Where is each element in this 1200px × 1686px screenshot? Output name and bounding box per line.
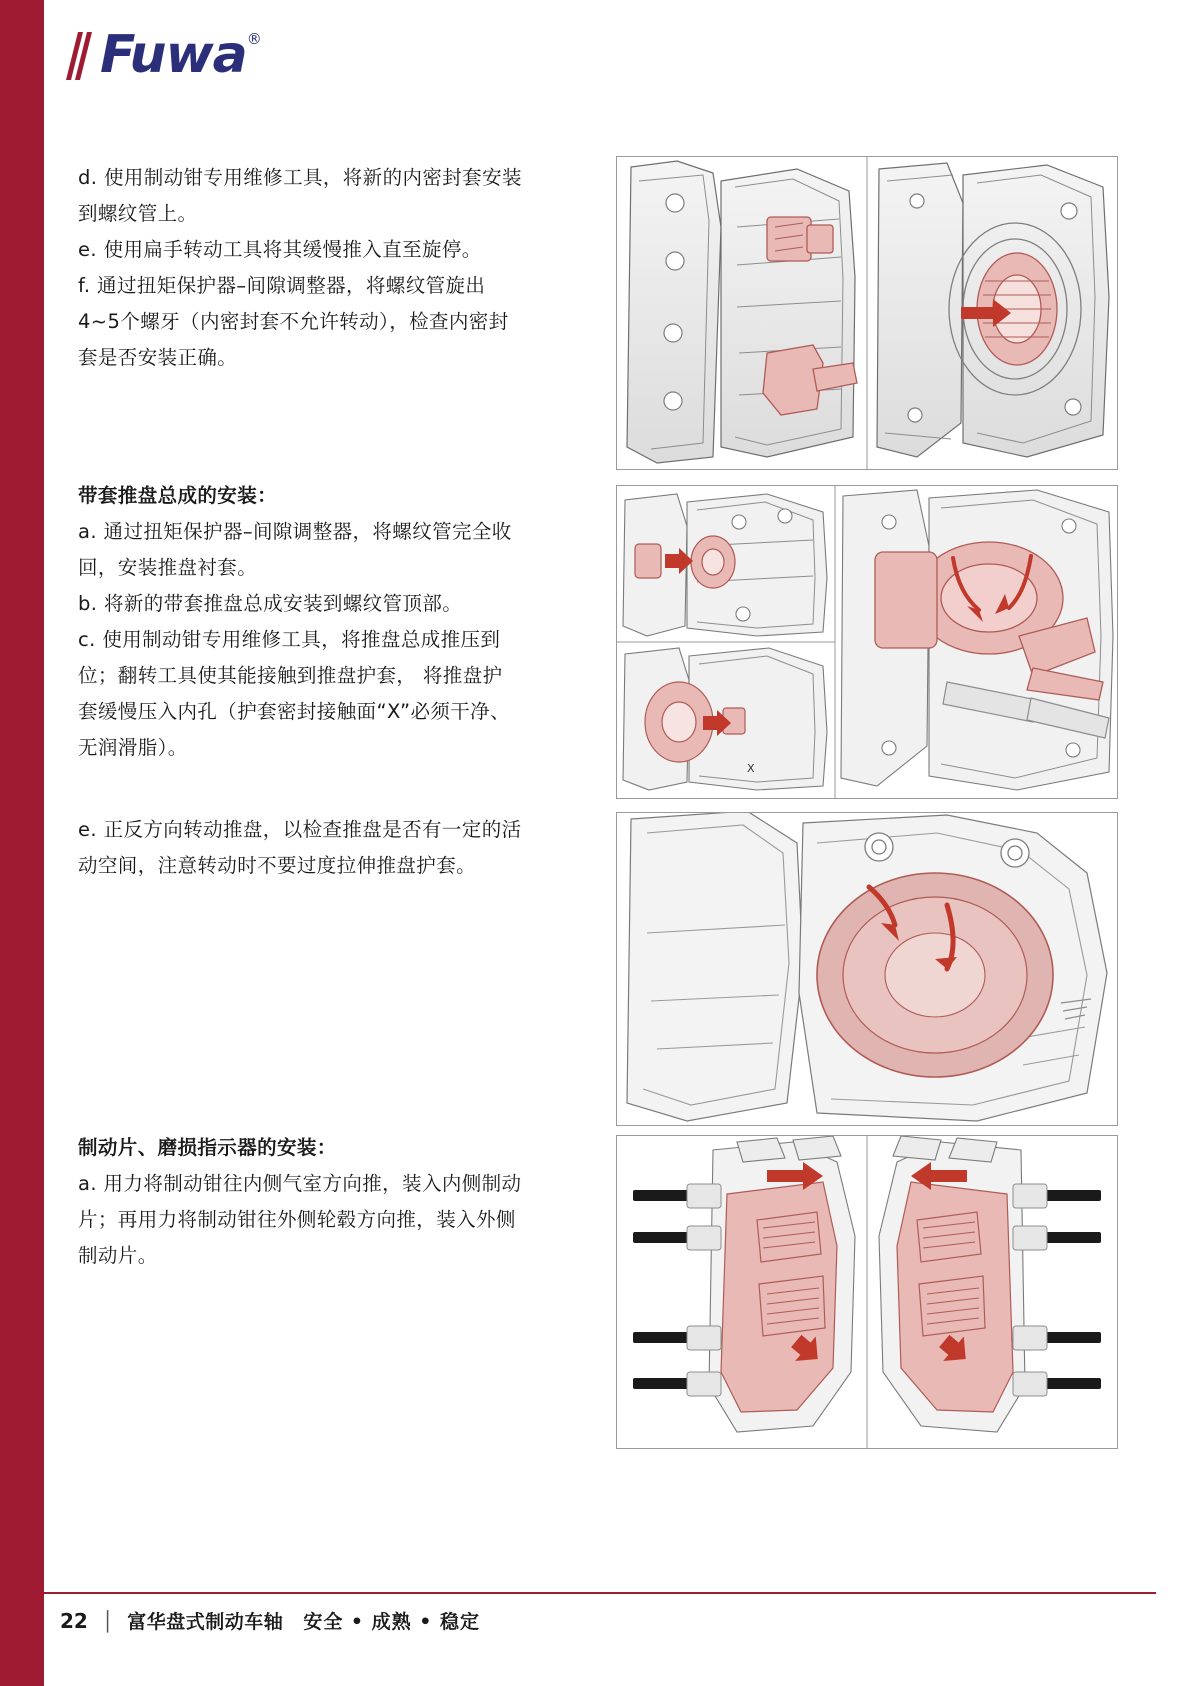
paragraph-line: f. 通过扭矩保护器–间隙调整器，将螺纹管旋出	[78, 274, 486, 297]
paragraph-line: c. 使用制动钳专用维修工具，将推盘总成推压到	[78, 628, 501, 651]
page-number: 22	[60, 1609, 88, 1633]
text-block-c	[78, 812, 578, 884]
figure-push-plate-assembly	[616, 485, 1118, 799]
footer-slogan: 安全 • 成熟 • 稳定	[303, 1611, 481, 1633]
figure-brake-pad-installation	[616, 1135, 1118, 1449]
section-heading-brake-pad: 制动片、磨损指示器的安装：	[78, 1136, 337, 1159]
paragraph-line: 到螺纹管上。	[78, 202, 198, 225]
figure-inner-seal-installation	[616, 156, 1118, 470]
paragraph-line: 套是否安装正确。	[78, 346, 238, 369]
text-block-b	[78, 478, 578, 766]
paragraph-line: a. 通过扭矩保护器–间隙调整器，将螺纹管完全收	[78, 520, 512, 543]
left-red-bar	[0, 0, 44, 1686]
footer-divider	[44, 1592, 1156, 1594]
paragraph-line: e. 使用扁手转动工具将其缓慢推入直至旋停。	[78, 238, 482, 261]
paragraph-line: 无润滑脂）。	[78, 736, 188, 759]
registered-trademark-icon: ®	[246, 30, 262, 48]
logo-slash-icon	[70, 26, 96, 84]
paragraph-line: 4~5个螺牙（内密封套不允许转动），检查内密封	[78, 310, 509, 333]
paragraph-line: d. 使用制动钳专用维修工具，将新的内密封套安装	[78, 166, 522, 189]
paragraph-line: 制动片。	[78, 1244, 158, 1267]
paragraph-line: 套缓慢压入内孔（护套密封接触面“X”必须干净、	[78, 700, 510, 723]
paragraph-line: 回，安装推盘衬套。	[78, 556, 258, 579]
footer-product-title: 富华盘式制动车轴	[127, 1611, 284, 1633]
figure-mark-x: X	[747, 762, 755, 775]
text-block-a	[78, 160, 578, 376]
paragraph-line: b. 将新的带套推盘总成安装到螺纹管顶部。	[78, 592, 463, 615]
figure-push-plate-rotation-check	[616, 812, 1118, 1126]
paragraph-line: a. 用力将制动钳往内侧气室方向推，装入内侧制动	[78, 1172, 522, 1195]
brand-logo	[70, 26, 262, 84]
text-block-d	[78, 1130, 578, 1274]
paragraph-line: 动空间，注意转动时不要过度拉伸推盘护套。	[78, 854, 477, 877]
footer-separator: │	[101, 1611, 114, 1633]
paragraph-line: 位；翻转工具使其能接触到推盘护套， 将推盘护	[78, 664, 503, 687]
logo-wordmark: Fuwa	[100, 25, 247, 85]
section-heading-push-plate: 带套推盘总成的安装：	[78, 484, 278, 507]
paragraph-line: e. 正反方向转动推盘，以检查推盘是否有一定的活	[78, 818, 522, 841]
footer	[60, 1607, 480, 1634]
paragraph-line: 片；再用力将制动钳往外侧轮毂方向推，装入外侧	[78, 1208, 516, 1231]
